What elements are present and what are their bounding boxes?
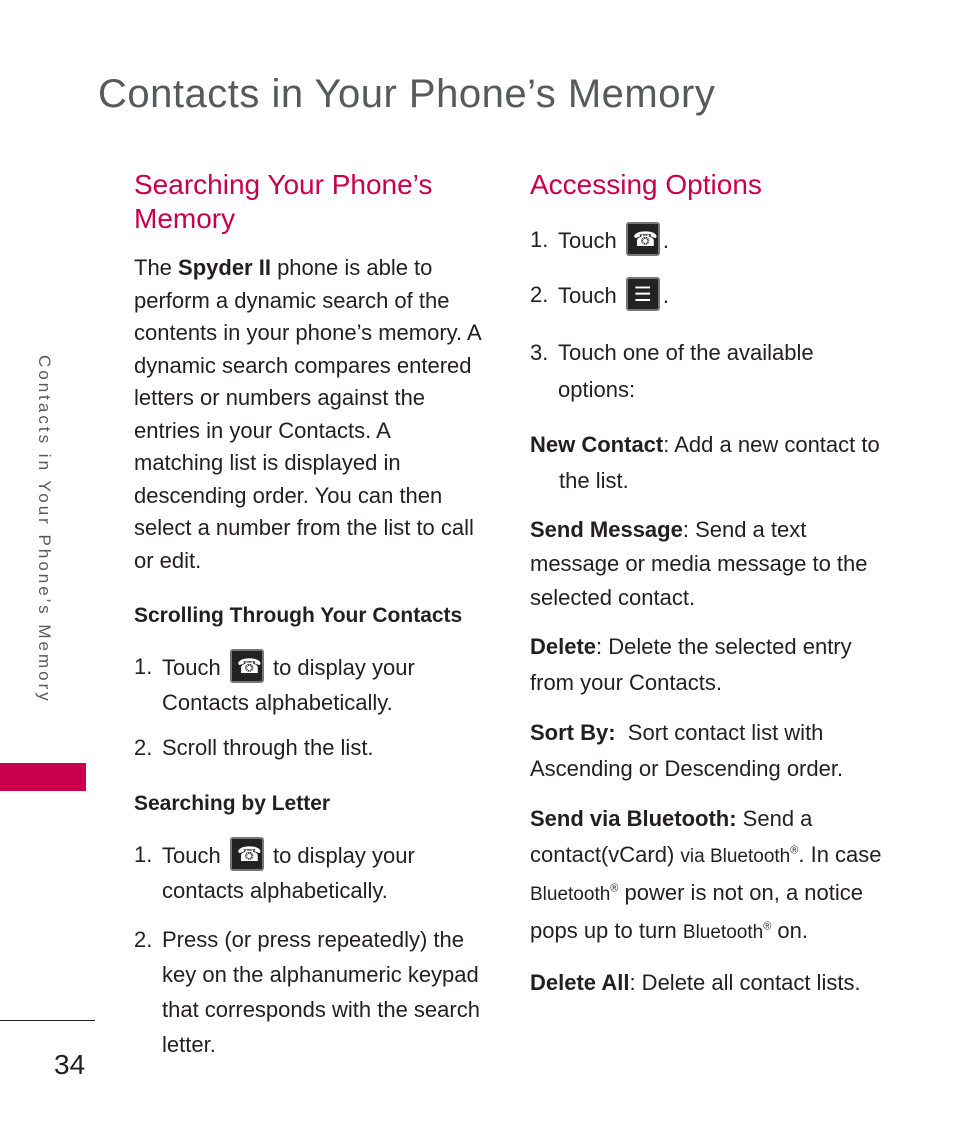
- list-item: 1. Touch ☎ to display your contacts alphabetically.: [134, 837, 484, 908]
- option-send-message: Send Message: Send a text message or media message to the selected contact.: [530, 517, 868, 610]
- option-delete: Delete: Delete the selected entry from your Contacts.: [530, 634, 852, 695]
- section-heading: Searching Your Phone’s Memory: [134, 169, 433, 234]
- menu-icon[interactable]: [626, 277, 660, 311]
- list-item: 3. Touch one of the available options:: [530, 340, 814, 402]
- list-item: 2. Scroll through the list.: [134, 735, 374, 760]
- letter-heading: Searching by Letter: [134, 792, 331, 815]
- section-tab-marker: [0, 763, 86, 791]
- product-name: Spyder II: [178, 255, 271, 280]
- contacts-icon[interactable]: [230, 837, 264, 871]
- contacts-icon[interactable]: [626, 222, 660, 256]
- section-heading: Accessing Options: [530, 169, 762, 200]
- list-item: 1. Touch ☎ to display your Contacts alphabetically.: [134, 649, 484, 720]
- right-column: [530, 168, 885, 1001]
- contacts-icon[interactable]: [230, 649, 264, 683]
- page-title: Contacts in Your Phone’s Memory: [98, 72, 716, 116]
- option-send-via-bluetooth: Send via Bluetooth: Send a contact(vCard) via Bluetooth®. In case Bluetooth® power is not on, a notice pops up to turn Bluetooth® on.: [530, 806, 882, 943]
- left-column: [134, 168, 484, 1062]
- list-item: 2. Press (or press repeatedly) the key on the alphanumeric keypad that corresponds with the search letter.: [134, 927, 480, 1057]
- list-item: 1. Touch ☎ .: [530, 222, 885, 258]
- option-new-contact: New Contact: Add a new contact to the list.: [530, 432, 880, 493]
- option-delete-all: Delete All: Delete all contact lists.: [530, 970, 861, 995]
- intro-paragraph: The Spyder II phone is able to perform a dynamic search of the contents in your phone’s memory. A dynamic search compares entered letters or numbers against the entries in your Contacts. A matching list is displayed in descending order. You can then select a number from the list to call or edit.: [134, 255, 481, 573]
- scroll-heading: Scrolling Through Your Contacts: [134, 604, 463, 627]
- footer-rule: [0, 1020, 95, 1021]
- list-item: 2. Touch ☰ .: [530, 277, 885, 313]
- page-number: 34: [54, 1049, 86, 1080]
- option-sort-by: Sort By: Sort contact list with Ascending or Descending order.: [530, 720, 844, 781]
